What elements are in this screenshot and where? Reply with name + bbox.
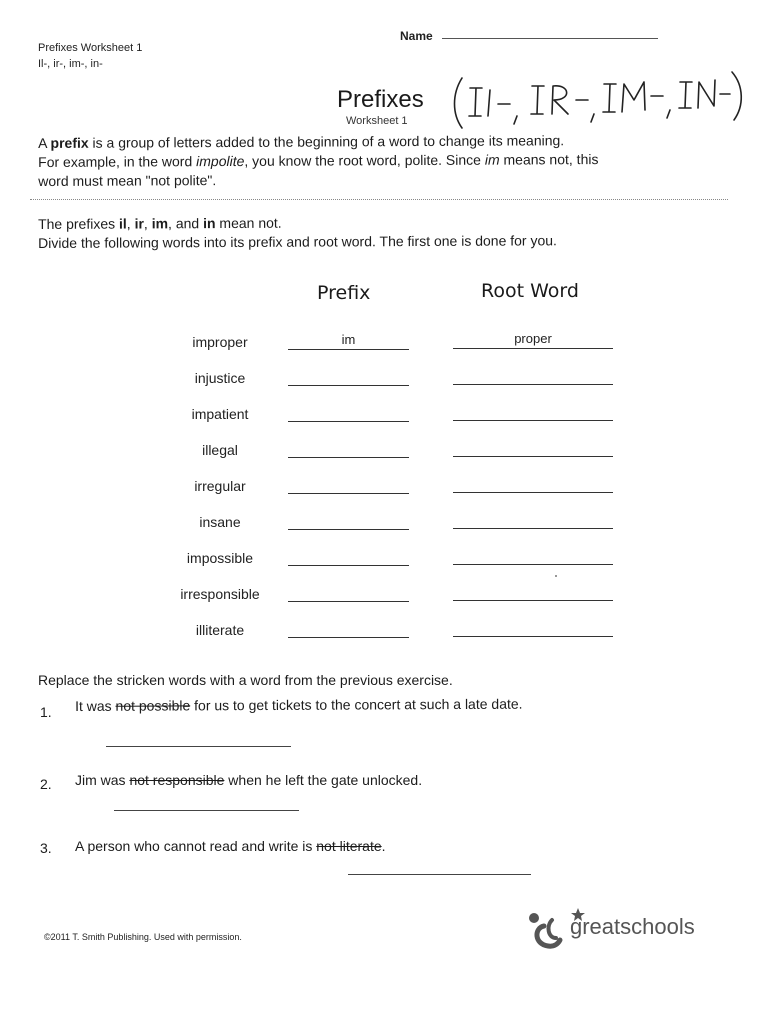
prefix-blank[interactable] (288, 511, 409, 530)
row-word: irresponsible (180, 586, 260, 602)
intro-line-3: word must mean "not polite". (38, 172, 217, 189)
prefix-column-header: Prefix (317, 282, 371, 304)
root-blank[interactable] (453, 438, 613, 457)
prefix-blank[interactable] (288, 475, 409, 494)
stricken-words: not responsible (129, 772, 225, 788)
sentence-text: when he left the gate unlocked. (224, 772, 423, 788)
name-blank-line (442, 38, 658, 39)
sentence-text: . (381, 838, 386, 854)
intro-text: is a group of letters added to the beginning of a word to change its meaning. (88, 132, 565, 151)
row-word: illegal (202, 442, 238, 458)
answer-blank-2[interactable] (114, 809, 299, 811)
copyright-notice: ©2011 T. Smith Publishing. Used with permission. (44, 932, 242, 942)
row-word: impossible (186, 550, 254, 566)
prefix-blank[interactable] (288, 439, 409, 458)
root-blank[interactable] (453, 582, 613, 601)
rules-bold: in (203, 215, 216, 232)
row-word: impatient (191, 406, 249, 422)
rules-paragraph (38, 211, 738, 253)
answer-blank-3[interactable] (348, 873, 531, 875)
intro-italic-word: impolite (196, 152, 245, 170)
rules-text: , and (167, 215, 204, 232)
rules-text: The prefixes (38, 215, 120, 232)
logo-text: greatschools (570, 914, 695, 939)
prefix-blank[interactable] (288, 367, 409, 386)
section-divider (30, 199, 728, 200)
row-word: injustice (194, 370, 246, 386)
root-blank[interactable] (453, 510, 613, 529)
exercise-sentence-2 (75, 772, 422, 788)
handwritten-prefixes (448, 66, 748, 136)
row-word: illiterate (195, 622, 245, 638)
prefix-blank[interactable] (288, 583, 409, 602)
answer-blank-1[interactable] (106, 745, 291, 747)
root-blank[interactable] (453, 402, 613, 421)
rules-bold: il (118, 215, 127, 232)
page-subtitle: Worksheet 1 (346, 115, 408, 127)
root-blank[interactable] (453, 618, 613, 637)
rules-bold: ir (134, 215, 144, 232)
exercise-instruction: Replace the stricken words with a word from the previous exercise. (38, 672, 453, 688)
intro-text: , you know the root word, polite. Since (244, 151, 485, 169)
prefix-blank[interactable] (288, 619, 409, 638)
worksheet-title: Prefixes Worksheet 1 (38, 42, 143, 54)
intro-text: A (38, 134, 51, 151)
rules-text: , (126, 215, 135, 232)
rules-bold: im (151, 215, 169, 232)
prefix-list: Il-, ir-, im-, in- (38, 58, 103, 70)
row-word: irregular (194, 478, 246, 494)
prefix-blank[interactable]: im (288, 331, 409, 350)
root-blank[interactable] (453, 546, 613, 565)
sentence-text: Jim was (75, 772, 130, 788)
prefix-blank[interactable] (288, 547, 409, 566)
root-blank[interactable] (453, 366, 613, 385)
sentence-text: for us to get tickets to the concert at such a late date. (190, 695, 523, 714)
item-number: 2. (40, 776, 52, 792)
intro-italic-im: im (484, 151, 500, 168)
item-number: 1. (40, 704, 52, 720)
name-label: Name (400, 29, 433, 43)
root-word-column-header: Root Word (481, 280, 579, 302)
rules-text: , (143, 215, 152, 232)
stricken-words: not literate (316, 838, 382, 854)
rules-line-2: Divide the following words into its prefix and root word. The first one is done for you. (38, 232, 557, 251)
rules-text: mean not. (215, 214, 282, 232)
sentence-text: A person who cannot read and write is (75, 838, 317, 854)
root-blank[interactable]: proper (453, 330, 613, 349)
stricken-words: not possible (115, 697, 191, 714)
greatschools-logo (524, 904, 724, 952)
worksheet-header (38, 40, 142, 72)
intro-text: For example, in the word (38, 153, 197, 170)
page-title: Prefixes (337, 86, 424, 113)
intro-bold-prefix: prefix (50, 134, 89, 151)
exercise-sentence-3 (75, 838, 386, 854)
item-number: 3. (40, 840, 52, 856)
intro-text: means not, this (499, 151, 599, 168)
row-word: insane (199, 514, 241, 530)
row-word: improper (192, 334, 248, 350)
exercise-sentence-1 (75, 696, 523, 714)
scan-speck (555, 575, 557, 577)
sentence-text: It was (75, 697, 116, 714)
root-blank[interactable] (453, 474, 613, 493)
intro-paragraph (38, 130, 738, 191)
prefix-blank[interactable] (288, 403, 409, 422)
